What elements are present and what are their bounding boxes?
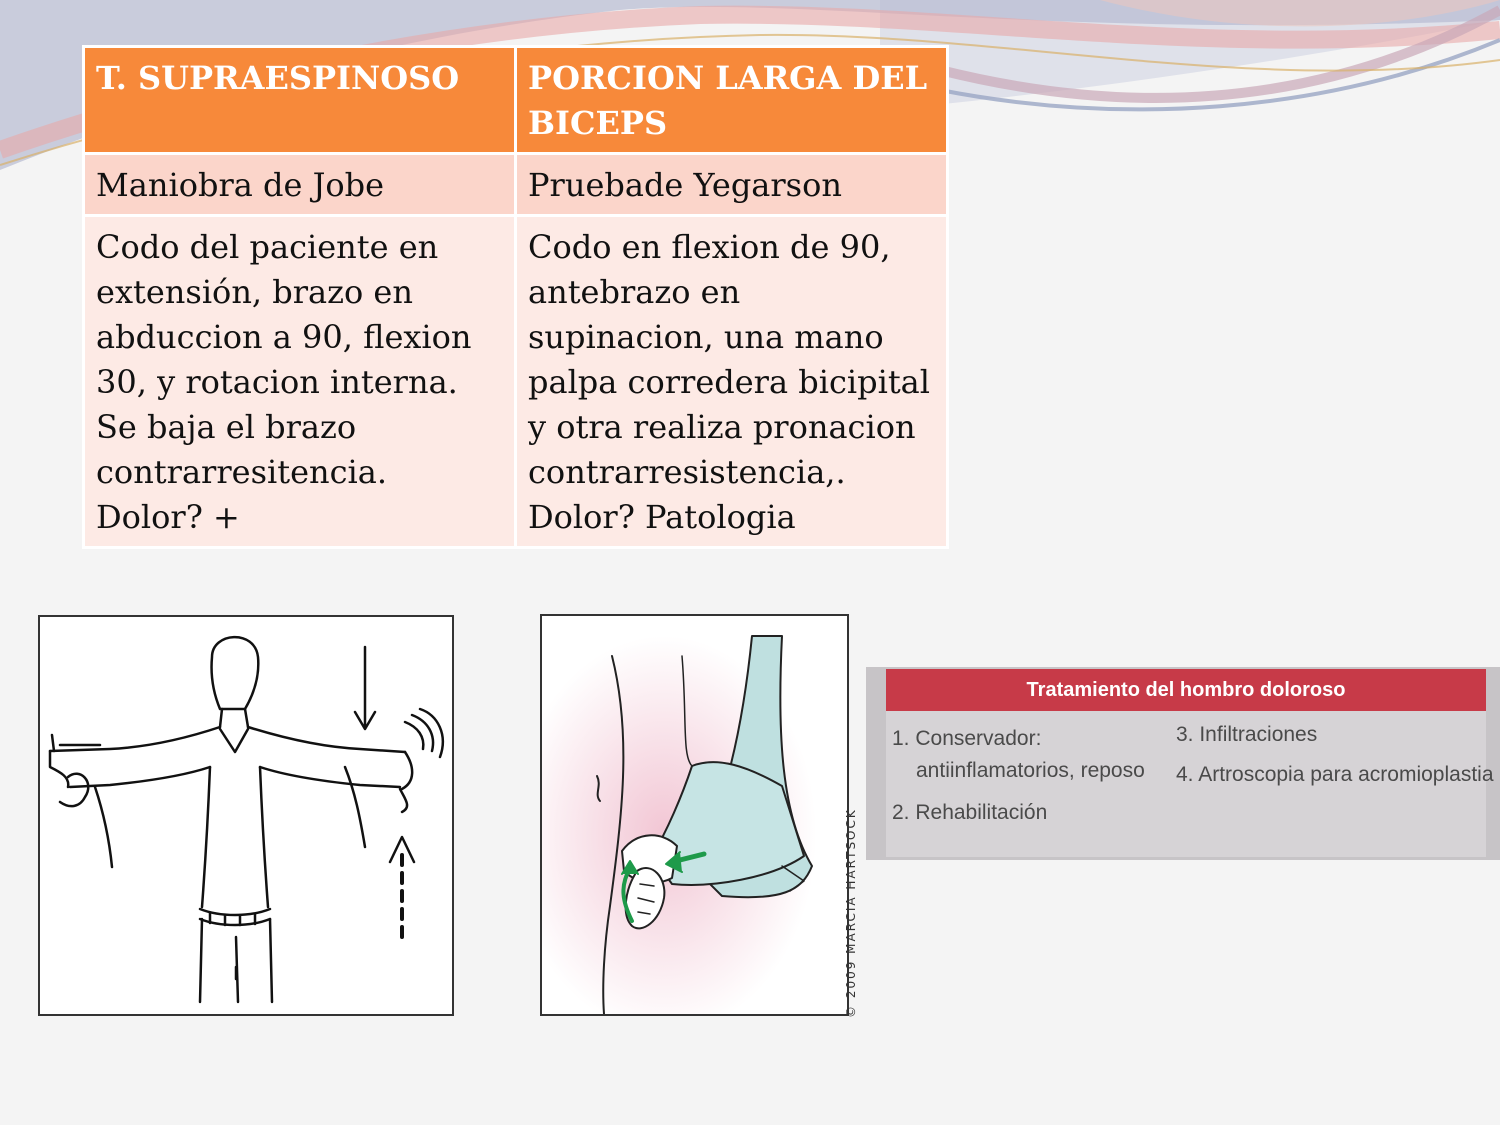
treatment-item-1: 1. Conservador:	[892, 727, 1042, 750]
header-biceps: PORCION LARGA DEL BICEPS	[516, 47, 948, 154]
jobe-maneuver-illustration	[38, 615, 454, 1016]
illustration-credit: © 2009 MARCIA HARTSOCK	[844, 808, 858, 1018]
treatment-item-1-detail: antiinflamatorios, reposo	[916, 759, 1145, 782]
header-supraespinoso: T. SUPRAESPINOSO	[84, 47, 516, 154]
treatment-panel	[886, 711, 1494, 857]
description-yegarson: Codo en flexion de 90, antebrazo en supinacion, una mano palpa corredera bicipital y otra realiza pronacion contrarresistencia,. Dolor? Patologia	[516, 216, 948, 548]
description-jobe: Codo del paciente en extensión, brazo en abduccion a 90, flexion 30, y rotacion interna. Se baja el brazo contrarresitencia. Dolor? +	[84, 216, 516, 548]
test-name-jobe: Maniobra de Jobe	[84, 154, 516, 216]
treatment-box	[866, 667, 1500, 860]
treatment-title: Tratamiento del hombro doloroso	[886, 669, 1486, 711]
table-row-descriptions	[84, 216, 948, 548]
treatment-item-2: 2. Rehabilitación	[892, 801, 1048, 824]
table-header-row	[84, 47, 948, 154]
test-name-yegarson: Pruebade Yegarson	[516, 154, 948, 216]
comparison-table	[82, 45, 949, 549]
table-row-test-names	[84, 154, 948, 216]
treatment-item-4: 4. Artroscopia para acromioplastia	[1176, 763, 1494, 786]
yergason-test-illustration	[540, 614, 849, 1016]
treatment-item-3: 3. Infiltraciones	[1176, 723, 1318, 746]
